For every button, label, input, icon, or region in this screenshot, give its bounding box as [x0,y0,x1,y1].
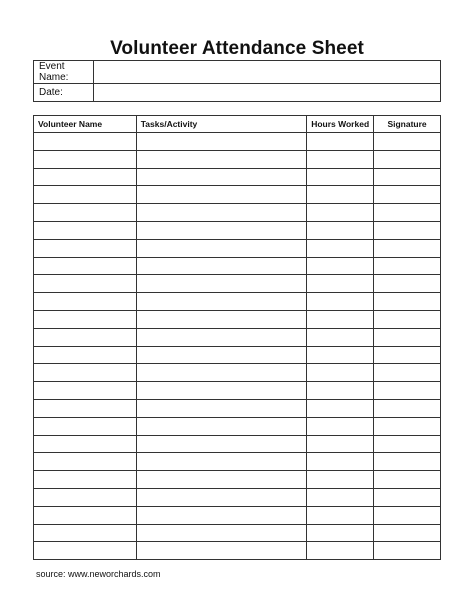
hours-worked-cell[interactable] [307,471,374,489]
table-row [34,382,441,400]
signature-cell[interactable] [374,275,441,293]
signature-cell[interactable] [374,133,441,151]
table-row [34,275,441,293]
hours-worked-cell[interactable] [307,382,374,400]
volunteer-name-cell[interactable] [34,168,137,186]
event-name-label: Event Name: [34,61,94,84]
signature-cell[interactable] [374,417,441,435]
table-row [34,346,441,364]
signature-cell[interactable] [374,524,441,542]
tasks-activity-cell[interactable] [136,257,307,275]
header-hours-worked: Hours Worked [307,116,374,133]
tasks-activity-cell[interactable] [136,506,307,524]
tasks-activity-cell[interactable] [136,293,307,311]
tasks-activity-cell[interactable] [136,310,307,328]
volunteer-name-cell[interactable] [34,204,137,222]
hours-worked-cell[interactable] [307,328,374,346]
hours-worked-cell[interactable] [307,150,374,168]
table-header-row [34,116,441,133]
volunteer-name-cell[interactable] [34,524,137,542]
signature-cell[interactable] [374,221,441,239]
volunteer-name-cell[interactable] [34,328,137,346]
table-row [34,257,441,275]
volunteer-name-cell[interactable] [34,257,137,275]
volunteer-name-cell[interactable] [34,417,137,435]
hours-worked-cell[interactable] [307,204,374,222]
tasks-activity-cell[interactable] [136,168,307,186]
table-row [34,417,441,435]
hours-worked-cell[interactable] [307,168,374,186]
volunteer-name-cell[interactable] [34,133,137,151]
tasks-activity-cell[interactable] [136,364,307,382]
event-info-table [33,60,441,102]
tasks-activity-cell[interactable] [136,133,307,151]
volunteer-name-cell[interactable] [34,186,137,204]
table-row [34,328,441,346]
hours-worked-cell[interactable] [307,133,374,151]
hours-worked-cell[interactable] [307,524,374,542]
hours-worked-cell[interactable] [307,221,374,239]
source-note: source: www.neworchards.com [36,569,161,579]
hours-worked-cell[interactable] [307,346,374,364]
tasks-activity-cell[interactable] [136,275,307,293]
volunteer-name-cell[interactable] [34,364,137,382]
volunteer-name-cell[interactable] [34,506,137,524]
signature-cell[interactable] [374,399,441,417]
volunteer-name-cell[interactable] [34,488,137,506]
attendance-table [33,115,441,560]
hours-worked-cell[interactable] [307,435,374,453]
tasks-activity-cell[interactable] [136,328,307,346]
header-volunteer-name: Volunteer Name [34,116,137,133]
signature-cell[interactable] [374,382,441,400]
table-row [34,186,441,204]
hours-worked-cell[interactable] [307,453,374,471]
tasks-activity-cell[interactable] [136,221,307,239]
date-row [34,84,441,102]
event-name-field[interactable] [94,61,441,84]
table-row [34,453,441,471]
table-row [34,221,441,239]
table-body [34,133,441,560]
hours-worked-cell[interactable] [307,506,374,524]
table-row [34,364,441,382]
volunteer-name-cell[interactable] [34,293,137,311]
table-row [34,488,441,506]
volunteer-name-cell[interactable] [34,542,137,560]
volunteer-name-cell[interactable] [34,275,137,293]
tasks-activity-cell[interactable] [136,542,307,560]
table-row [34,399,441,417]
hours-worked-cell[interactable] [307,275,374,293]
table-row [34,133,441,151]
tasks-activity-cell[interactable] [136,150,307,168]
signature-cell[interactable] [374,364,441,382]
tasks-activity-cell[interactable] [136,204,307,222]
signature-cell[interactable] [374,471,441,489]
tasks-activity-cell[interactable] [136,453,307,471]
hours-worked-cell[interactable] [307,239,374,257]
hours-worked-cell[interactable] [307,542,374,560]
tasks-activity-cell[interactable] [136,399,307,417]
volunteer-name-cell[interactable] [34,435,137,453]
header-tasks-activity: Tasks/Activity [136,116,307,133]
volunteer-name-cell[interactable] [34,453,137,471]
table-row [34,471,441,489]
signature-cell[interactable] [374,488,441,506]
table-row [34,168,441,186]
table-row [34,239,441,257]
table-row [34,506,441,524]
volunteer-name-cell[interactable] [34,346,137,364]
hours-worked-cell[interactable] [307,364,374,382]
tasks-activity-cell[interactable] [136,435,307,453]
date-label: Date: [34,84,94,102]
volunteer-name-cell[interactable] [34,239,137,257]
signature-cell[interactable] [374,310,441,328]
volunteer-name-cell[interactable] [34,471,137,489]
signature-cell[interactable] [374,293,441,311]
table-row [34,150,441,168]
hours-worked-cell[interactable] [307,399,374,417]
header-signature: Signature [374,116,441,133]
table-row [34,204,441,222]
table-row [34,542,441,560]
table-row [34,435,441,453]
signature-cell[interactable] [374,506,441,524]
tasks-activity-cell[interactable] [136,186,307,204]
table-row [34,524,441,542]
signature-cell[interactable] [374,435,441,453]
event-name-row [34,61,441,84]
tasks-activity-cell[interactable] [136,346,307,364]
signature-cell[interactable] [374,257,441,275]
volunteer-name-cell[interactable] [34,221,137,239]
table-row [34,310,441,328]
volunteer-name-cell[interactable] [34,150,137,168]
tasks-activity-cell[interactable] [136,239,307,257]
table-row [34,293,441,311]
signature-cell[interactable] [374,186,441,204]
signature-cell[interactable] [374,150,441,168]
tasks-activity-cell[interactable] [136,471,307,489]
volunteer-name-cell[interactable] [34,382,137,400]
tasks-activity-cell[interactable] [136,488,307,506]
volunteer-name-cell[interactable] [34,310,137,328]
hours-worked-cell[interactable] [307,257,374,275]
signature-cell[interactable] [374,453,441,471]
tasks-activity-cell[interactable] [136,382,307,400]
hours-worked-cell[interactable] [307,310,374,328]
signature-cell[interactable] [374,346,441,364]
signature-cell[interactable] [374,239,441,257]
hours-worked-cell[interactable] [307,186,374,204]
hours-worked-cell[interactable] [307,293,374,311]
date-field[interactable] [94,84,441,102]
volunteer-name-cell[interactable] [34,399,137,417]
signature-cell[interactable] [374,542,441,560]
tasks-activity-cell[interactable] [136,417,307,435]
tasks-activity-cell[interactable] [136,524,307,542]
hours-worked-cell[interactable] [307,417,374,435]
page-title: Volunteer Attendance Sheet [110,38,364,59]
signature-cell[interactable] [374,204,441,222]
hours-worked-cell[interactable] [307,488,374,506]
signature-cell[interactable] [374,168,441,186]
signature-cell[interactable] [374,328,441,346]
